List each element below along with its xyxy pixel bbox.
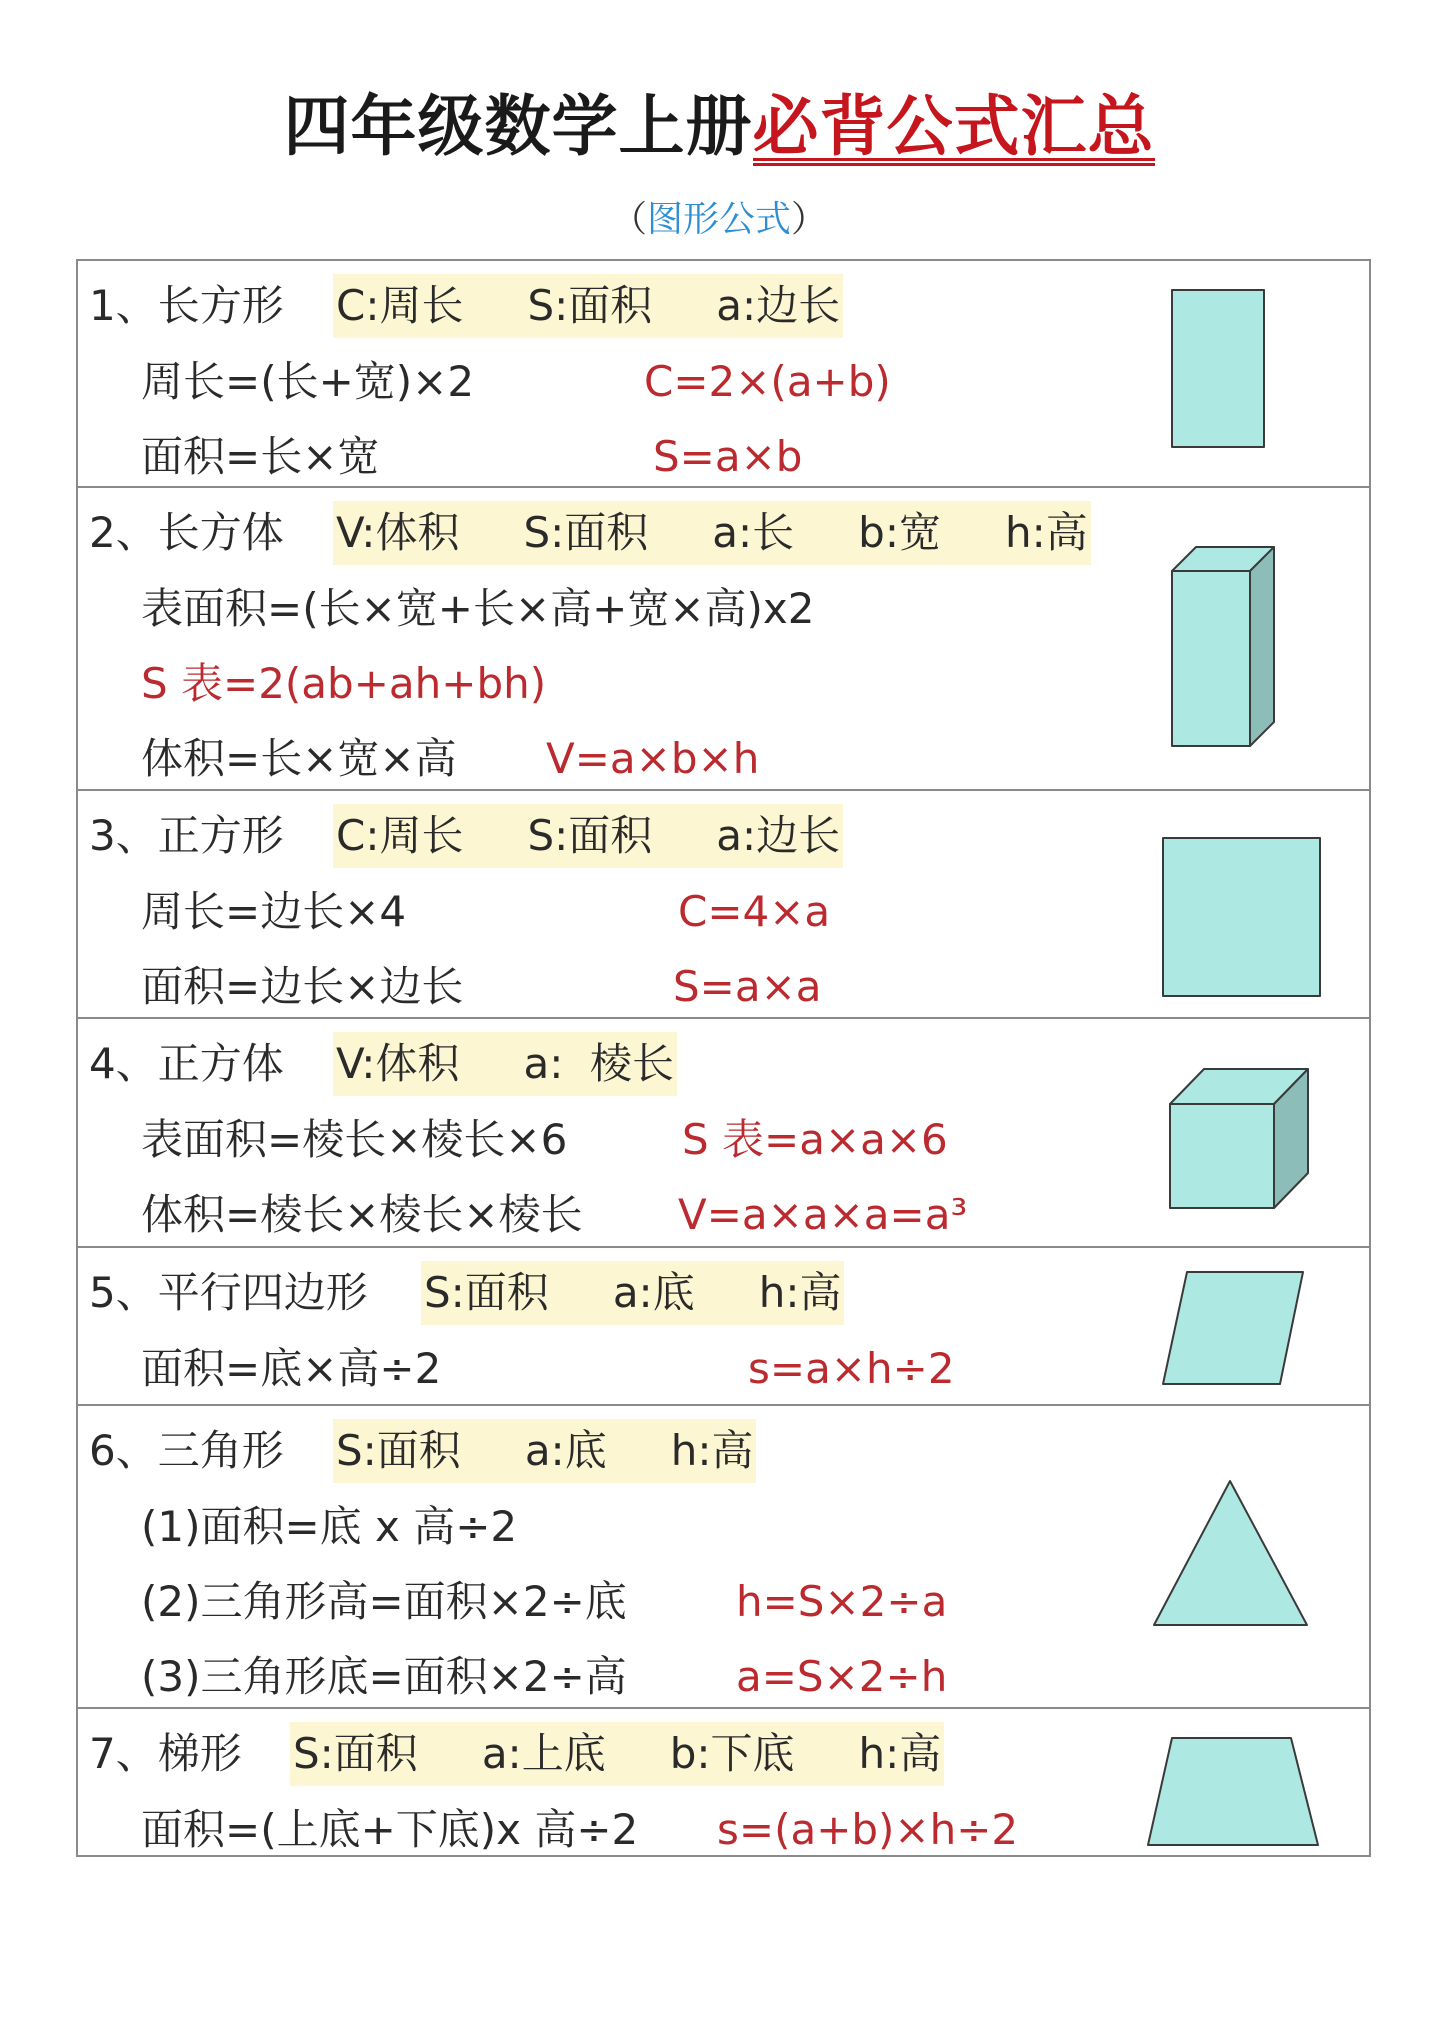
formula-line bbox=[78, 1639, 1369, 1714]
legend-item: h:高 bbox=[1004, 508, 1088, 557]
formula-text: 表面积=(长×宽+长×高+宽×高)x2 bbox=[141, 584, 815, 633]
legend-item: C:周长 bbox=[336, 811, 464, 860]
legend-item: b:宽 bbox=[858, 508, 941, 557]
legend-item: a: 棱长 bbox=[523, 1039, 675, 1088]
formula-symbolic: C=2×(a+b) bbox=[644, 357, 891, 406]
section-title: 3、正方形 bbox=[89, 811, 284, 860]
symbol-legend bbox=[421, 1261, 844, 1325]
subtitle-paren-close: ） bbox=[791, 199, 828, 240]
section-parallelogram bbox=[78, 1246, 1369, 1404]
section-title: 2、长方体 bbox=[89, 508, 284, 557]
symbol-legend bbox=[333, 804, 843, 868]
formula-text: 面积=底×高÷2 bbox=[141, 1344, 442, 1393]
symbol-legend bbox=[333, 1032, 677, 1096]
formula-symbolic: S=a×b bbox=[653, 432, 803, 481]
formula-symbolic: a=S×2÷h bbox=[736, 1652, 948, 1701]
section-cuboid bbox=[78, 486, 1369, 789]
legend-item: a:底 bbox=[524, 1426, 607, 1475]
formula-text: 体积=棱长×棱长×棱长 bbox=[141, 1190, 583, 1239]
section-rectangle bbox=[78, 261, 1369, 486]
parallelogram-face bbox=[1163, 1272, 1303, 1384]
legend-item: b:下底 bbox=[669, 1729, 795, 1778]
formula-text: 周长=(长+宽)×2 bbox=[141, 357, 475, 406]
formula-symbolic: S=a×a bbox=[673, 962, 822, 1011]
section-title: 5、平行四边形 bbox=[89, 1268, 368, 1317]
formula-text: 面积=边长×边长 bbox=[141, 962, 464, 1011]
cube-icon bbox=[1164, 1063, 1316, 1215]
legend-item: h:高 bbox=[758, 1268, 842, 1317]
formula-symbolic: s=(a+b)×h÷2 bbox=[717, 1805, 1019, 1854]
legend-item: a:边长 bbox=[716, 281, 841, 330]
legend-item: V:体积 bbox=[336, 1039, 460, 1088]
formula-text: 面积=(上底+下底)x 高÷2 bbox=[141, 1805, 639, 1854]
legend-item: a:底 bbox=[612, 1268, 695, 1317]
title-main: 四年级数学上册 bbox=[283, 88, 753, 165]
formula-table bbox=[76, 259, 1371, 1857]
symbol-legend bbox=[333, 1419, 756, 1483]
legend-item: C:周长 bbox=[336, 281, 464, 330]
formula-text: 面积=长×宽 bbox=[141, 432, 380, 481]
legend-item: a:上底 bbox=[481, 1729, 606, 1778]
section-title: 6、三角形 bbox=[89, 1426, 284, 1475]
section-trapezoid bbox=[78, 1707, 1369, 1855]
legend-item: h:高 bbox=[858, 1729, 942, 1778]
symbol-legend bbox=[290, 1722, 944, 1786]
formula-symbolic: C=4×a bbox=[678, 887, 831, 936]
legend-item: S:面积 bbox=[527, 281, 653, 330]
formula-symbolic: V=a×a×a=a³ bbox=[678, 1190, 968, 1239]
legend-item: V:体积 bbox=[336, 508, 460, 557]
rectangle-face bbox=[1172, 290, 1264, 447]
section-triangle bbox=[78, 1404, 1369, 1707]
legend-item: S:面积 bbox=[523, 508, 649, 557]
formula-symbolic: s=a×h÷2 bbox=[748, 1344, 955, 1393]
formula-symbolic: h=S×2÷a bbox=[736, 1577, 948, 1626]
section-title: 4、正方体 bbox=[89, 1039, 284, 1088]
section-square bbox=[78, 789, 1369, 1017]
triangle-face bbox=[1154, 1481, 1307, 1625]
formula-text: (3)三角形底=面积×2÷高 bbox=[141, 1652, 627, 1701]
legend-item: S:面积 bbox=[336, 1426, 461, 1475]
formula-text: 体积=长×宽×高 bbox=[141, 734, 457, 783]
subtitle-paren-open: （ bbox=[610, 199, 647, 240]
formula-text: 表面积=棱长×棱长×6 bbox=[141, 1115, 568, 1164]
formula-text: (2)三角形高=面积×2÷底 bbox=[141, 1577, 627, 1626]
formula-symbolic: S 表=a×a×6 bbox=[682, 1115, 948, 1164]
cuboid-front-face bbox=[1172, 571, 1250, 746]
page-subtitle bbox=[0, 197, 1438, 243]
rectangle-icon bbox=[1166, 284, 1276, 454]
triangle-icon bbox=[1148, 1474, 1314, 1632]
parallelogram-icon bbox=[1156, 1266, 1316, 1392]
legend-item: S:面积 bbox=[293, 1729, 418, 1778]
square-icon bbox=[1156, 831, 1331, 1003]
square-face bbox=[1163, 838, 1320, 996]
formula-symbolic: V=a×b×h bbox=[546, 734, 760, 783]
symbol-legend bbox=[333, 501, 1091, 565]
section-title: 1、长方形 bbox=[89, 281, 284, 330]
cuboid-side-face bbox=[1250, 547, 1274, 746]
page-title bbox=[0, 88, 1438, 166]
legend-item: S:面积 bbox=[527, 811, 653, 860]
legend-item: a:边长 bbox=[716, 811, 841, 860]
legend-item: a:长 bbox=[712, 508, 795, 557]
formula-text: 周长=边长×4 bbox=[141, 887, 407, 936]
subtitle-text: 图形公式 bbox=[646, 199, 791, 240]
legend-item: h:高 bbox=[670, 1426, 754, 1475]
section-title: 7、梯形 bbox=[89, 1729, 242, 1778]
formula-symbolic: S 表=2(ab+ah+bh) bbox=[141, 659, 547, 708]
formula-text: (1)面积=底 x 高÷2 bbox=[141, 1502, 518, 1551]
trapezoid-icon bbox=[1142, 1732, 1326, 1852]
cube-front-face bbox=[1170, 1104, 1274, 1208]
symbol-legend bbox=[333, 274, 843, 338]
legend-item: S:面积 bbox=[424, 1268, 549, 1317]
trapezoid-face bbox=[1148, 1738, 1318, 1845]
cuboid-icon bbox=[1166, 541, 1286, 756]
title-accent: 必背公式汇总 bbox=[752, 88, 1155, 165]
section-cube bbox=[78, 1017, 1369, 1246]
